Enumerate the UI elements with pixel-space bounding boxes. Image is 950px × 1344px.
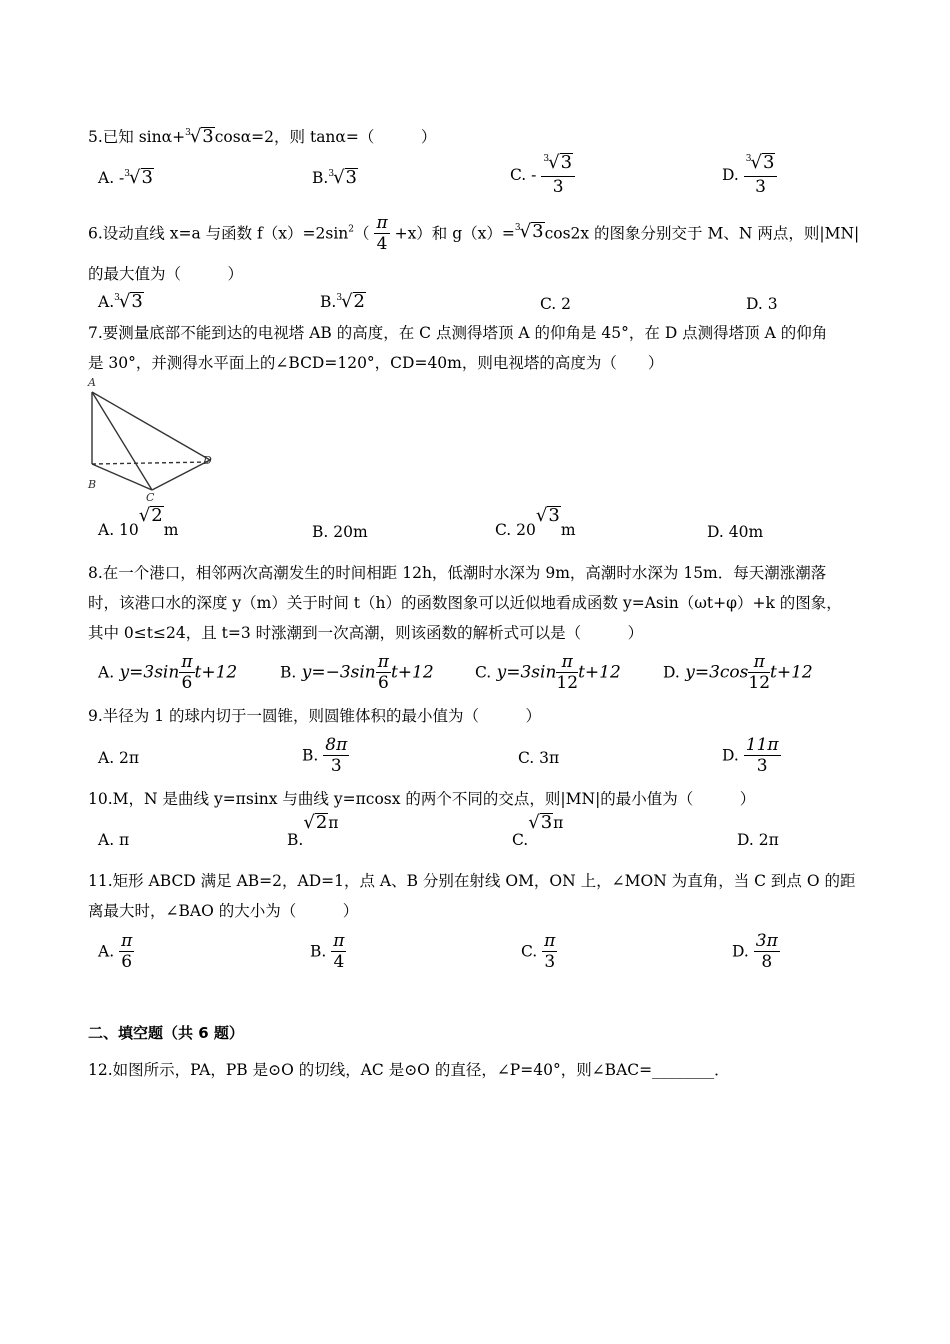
q9-option-a: A. 2π xyxy=(98,749,140,767)
option-label: D. xyxy=(732,942,749,961)
fraction xyxy=(556,652,578,693)
q5-cube-root: $^3$√3 xyxy=(185,126,214,147)
fraction-numerator: π xyxy=(544,931,556,951)
q12-stem: 12.如图所示，PA，PB 是⊙O 的切线，AC 是⊙O 的直径，∠P=40°，则∠BAC=________． xyxy=(88,1061,730,1079)
label-b: B xyxy=(88,478,97,491)
fraction-numerator: π xyxy=(333,931,345,951)
option-label: C. xyxy=(512,831,529,849)
formula-part: t+12 xyxy=(194,662,238,683)
q8-line2: 时，该港口水的深度 y（m）关于时间 t（h）的函数图象可以近似地看成函数 y=Asin（ωt+φ）+k 的图象， xyxy=(88,594,842,612)
q10-option-c xyxy=(512,812,564,849)
q6-option-d: D. 3 xyxy=(746,295,778,313)
cube-root: $^3$√3 xyxy=(124,167,153,188)
fraction-numerator: 3π xyxy=(755,931,778,951)
fraction-denominator: 3 xyxy=(755,177,766,197)
q8-option-d xyxy=(663,652,813,693)
q9-stem: 9.半径为 1 的球内切于一圆锥，则圆锥体积的最小值为（ ） xyxy=(88,707,542,725)
q11-option-b xyxy=(310,931,346,972)
root-index: 3 xyxy=(745,154,752,164)
root-radicand: 2 xyxy=(151,505,163,526)
q6-stem-a: 6.设动直线 x=a 与函数 f（x）=2sin xyxy=(88,224,349,243)
unit: m xyxy=(560,521,576,539)
q6-stem-d: cos2x 的图象分别交于 M、N 两点，则|MN| xyxy=(544,224,860,243)
q10-option-b xyxy=(287,812,339,849)
option-label: A. xyxy=(98,942,115,961)
sqrt: √3 xyxy=(528,812,553,833)
q6-option-b xyxy=(320,292,366,315)
q10-option-a: A. π xyxy=(98,831,130,849)
option-label: B. xyxy=(320,293,337,311)
formula-part: t+12 xyxy=(390,662,434,683)
fraction-numerator: π xyxy=(556,652,578,673)
q7-option-d: D. 40m xyxy=(707,523,764,541)
fraction-denominator: 6 xyxy=(377,673,389,693)
q8-option-b xyxy=(280,652,434,693)
cube-root: $^3$√2 xyxy=(336,291,365,312)
root-index: 3 xyxy=(114,293,120,303)
q6-line2: 的最大值为（ ） xyxy=(88,265,244,283)
q9-option-c: C. 3π xyxy=(518,749,560,767)
q7-option-a xyxy=(98,505,179,539)
q7-option-b: B. 20m xyxy=(312,523,368,541)
fraction-numerator: π xyxy=(376,213,388,233)
fraction-denominator: 6 xyxy=(181,673,193,693)
q7-line1: 7.要测量底部不能到达的电视塔 AB 的高度，在 C 点测得塔顶 A 的仰角是 45°，在 D 点测得塔顶 A 的仰角 xyxy=(88,324,828,342)
option-label: D. xyxy=(722,746,739,765)
root-radicand: 2 xyxy=(353,291,365,312)
root-radicand: 3 xyxy=(141,167,153,188)
fraction xyxy=(542,931,557,972)
q7-option-c xyxy=(495,505,576,539)
option-label: C. xyxy=(475,663,492,682)
q8-option-c xyxy=(475,652,621,693)
q8-line3: 其中 0≤t≤24，且 t=3 时涨潮到一次高潮，则该函数的解析式可以是（ ） xyxy=(88,624,644,642)
q6-stem xyxy=(88,213,859,254)
q6-fraction xyxy=(374,213,389,254)
q10-stem: 10.M，N 是曲线 y=πsinx 与曲线 y=πcosx 的两个不同的交点，则|MN|的最小值为（ ） xyxy=(88,790,756,808)
label-a: A xyxy=(88,376,96,389)
q11-option-c xyxy=(521,931,557,972)
pi-symbol: π xyxy=(328,814,339,832)
root-index: 3 xyxy=(336,293,343,303)
unit: m xyxy=(163,521,179,539)
q8-line1: 8.在一个港口，相邻两次高潮发生的时间相距 12h，低潮时水深为 9m，高潮时水深为 15m．每天潮涨潮落 xyxy=(88,564,827,582)
edge-bc xyxy=(92,464,152,490)
fraction-denominator: 3 xyxy=(756,756,768,776)
label-c: C xyxy=(146,491,155,504)
root-index: 3 xyxy=(124,169,131,179)
sqrt: √2 xyxy=(138,505,163,526)
sqrt: √3 xyxy=(535,505,560,526)
q5-stem-a: 5.已知 sinα+ xyxy=(88,128,186,146)
fraction-denominator: 12 xyxy=(748,673,771,693)
fraction xyxy=(754,931,780,972)
fraction xyxy=(748,652,770,693)
q11-option-a xyxy=(98,931,134,972)
q5-option-b xyxy=(312,168,358,191)
root-radicand: 3 xyxy=(548,505,560,526)
sqrt: √2 xyxy=(303,812,328,833)
fraction-numerator: π xyxy=(377,652,389,672)
root-radicand: 3 xyxy=(540,812,553,833)
root-radicand: 3 xyxy=(560,152,573,173)
option-label: C. - xyxy=(510,166,537,184)
root-radicand: 3 xyxy=(131,291,143,312)
root-radicand: 3 xyxy=(345,167,357,188)
fraction: $\frac{^3√3}{3}$ xyxy=(744,153,778,197)
edge-ad xyxy=(92,392,210,460)
formula-part: y=3sin xyxy=(119,662,180,683)
root-radicand: 3 xyxy=(202,126,214,147)
pi-symbol: π xyxy=(553,814,564,832)
edge-bd-dashed xyxy=(92,462,210,464)
edge-cd xyxy=(152,460,210,490)
formula-part: t+12 xyxy=(578,662,621,683)
fraction-numerator: π xyxy=(181,652,193,672)
option-label: B. xyxy=(287,831,304,849)
q10-option-d: D. 2π xyxy=(737,831,779,849)
q6-cube-root: $^3$√3 xyxy=(514,221,544,242)
edge-ac xyxy=(92,392,152,490)
fraction xyxy=(179,652,194,693)
fraction xyxy=(331,931,346,972)
fraction-denominator: 12 xyxy=(556,673,579,693)
q5-option-d xyxy=(722,153,777,197)
root-radicand: 2 xyxy=(315,812,328,833)
option-label: A. xyxy=(98,293,115,311)
q11-line1: 11.矩形 ABCD 满足 AB=2，AD=1，点 A、B 分别在射线 OM，ON 上，∠MON 为直角，当 C 到点 O 的距 xyxy=(88,872,856,890)
q7-line2: 是 30°，并测得水平面上的∠BCD=120°，CD=40m，则电视塔的高度为（ ） xyxy=(88,354,664,372)
option-label: D. xyxy=(722,166,739,184)
fraction-numerator: π xyxy=(121,931,133,951)
fraction xyxy=(323,735,349,776)
fraction xyxy=(119,931,134,972)
q6-option-a xyxy=(98,292,144,315)
option-label: A. 10 xyxy=(98,521,139,539)
option-label: D. xyxy=(663,663,680,682)
q11-line2: 离最大时，∠BAO 的大小为（ ） xyxy=(88,902,359,920)
fraction-denominator: 3 xyxy=(544,952,556,972)
label-d: D xyxy=(203,454,212,467)
option-label: B. xyxy=(302,746,319,765)
q5-option-a xyxy=(98,168,154,191)
q8-option-a xyxy=(98,652,237,693)
fraction-denominator: 3 xyxy=(552,177,564,197)
option-label: B. xyxy=(310,942,327,961)
q9-option-d xyxy=(722,735,781,776)
fraction-denominator: 4 xyxy=(376,234,388,254)
q6-stem-c: +x）和 g（x）= xyxy=(394,224,515,243)
formula-part: y=−3sin xyxy=(301,662,376,683)
fraction-denominator: 4 xyxy=(333,952,345,972)
root-index: 3 xyxy=(543,154,550,164)
q6-stem-b: （ xyxy=(354,224,370,243)
q5-option-c xyxy=(510,153,575,197)
option-label: C. 20 xyxy=(495,521,536,539)
cube-root: $^3$√3 xyxy=(114,291,143,312)
option-label: B. xyxy=(312,169,329,187)
formula-part: y=3sin xyxy=(496,662,557,683)
q5-stem-b: cosα=2，则 tanα=（ ） xyxy=(214,128,437,146)
fraction-numerator: π xyxy=(748,652,770,673)
q6-superscript: 2 xyxy=(348,224,354,235)
fraction-denominator: 6 xyxy=(121,952,133,972)
q6-option-c: C. 2 xyxy=(540,295,572,313)
option-label: A. xyxy=(98,663,115,682)
fraction: $\frac{^3√3}{3}$ xyxy=(541,153,575,197)
fraction-denominator: 3 xyxy=(330,756,342,776)
section-title: 二、填空题（共 6 题） xyxy=(88,1024,244,1042)
option-label: B. xyxy=(280,663,297,682)
fraction-numerator: 8π xyxy=(325,735,348,755)
root-index: 3 xyxy=(185,128,191,138)
q7-figure xyxy=(84,374,224,504)
root-radicand: 3 xyxy=(762,152,775,173)
root-index: 3 xyxy=(328,169,335,179)
formula-part: t+12 xyxy=(770,662,813,683)
option-label: A. - xyxy=(98,169,125,187)
root-radicand: 3 xyxy=(532,221,544,242)
root-index: 3 xyxy=(514,223,521,233)
cube-root: $^3$√3 xyxy=(328,167,357,188)
fraction-denominator: 8 xyxy=(761,952,773,972)
option-label: C. xyxy=(521,942,538,961)
q9-option-b xyxy=(302,735,349,776)
fraction-numerator: 11π xyxy=(745,735,779,755)
fraction xyxy=(376,652,391,693)
q11-option-d xyxy=(732,931,780,972)
formula-part: y=3cos xyxy=(685,662,749,683)
fraction xyxy=(744,735,781,776)
q5-stem xyxy=(88,127,436,150)
